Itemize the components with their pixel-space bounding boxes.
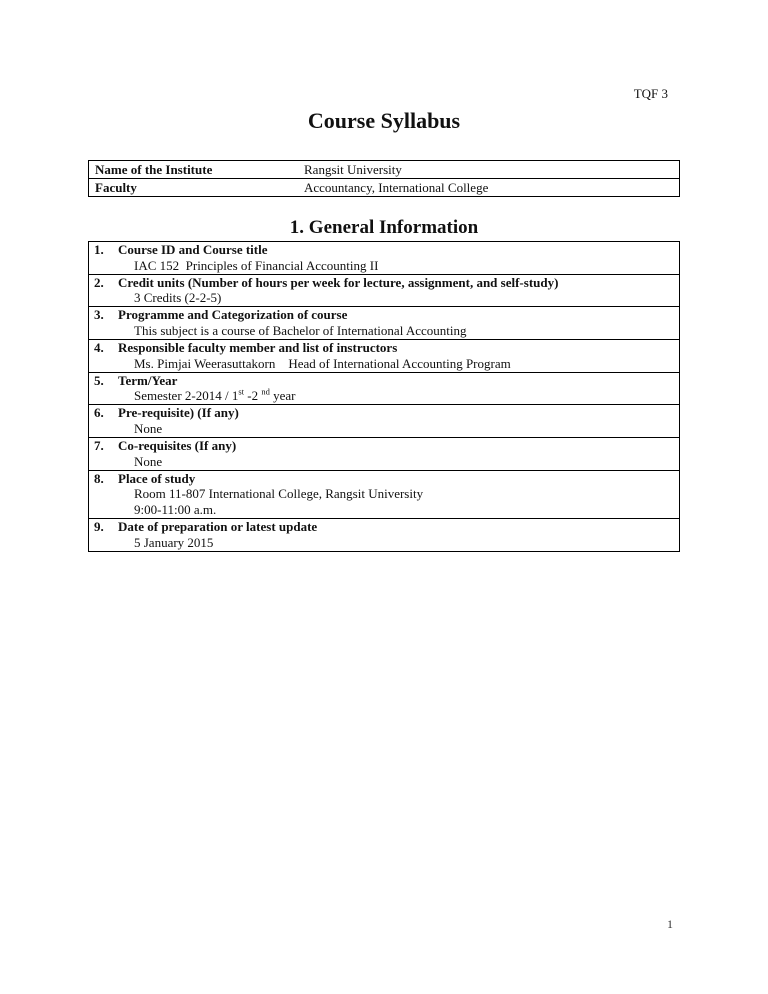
info-row-credit-units [89,275,679,308]
info-row-corequisites [89,438,679,471]
item-value: Room 11-807 International College, Rangsit University [134,486,424,502]
item-title: Course ID and Course title [118,242,268,257]
info-row-header [89,275,679,291]
info-row-prerequisite [89,405,679,438]
item-value: None [134,453,163,469]
info-row-header [89,471,679,487]
item-number: 5. [94,372,104,388]
item-title: Term/Year [118,372,178,388]
institute-value: Rangsit University [304,161,402,177]
item-number: 4. [94,340,104,356]
info-row-header [89,373,679,389]
document-title: Course Syllabus [307,108,461,133]
faculty-value: Accountancy, International College [304,179,489,195]
item-title: Credit units (Number of hours per week for lecture, assignment, and self-study) [118,274,559,290]
item-title: Programme and Categorization of course [118,307,348,323]
info-row-place-of-study [89,471,679,519]
item-value: 9:00-11:00 a.m. [134,502,217,517]
term-text: year [269,388,296,404]
info-row-date-of-preparation [89,519,679,551]
item-value: 3 Credits (2-2-5) [134,290,222,306]
item-number: 9. [94,519,104,535]
item-title: Date of preparation or latest update [118,519,318,535]
term-superscript: nd [261,387,270,398]
item-number: 3. [94,307,104,323]
institute-row [89,161,679,179]
item-number: 6. [94,405,104,421]
item-number: 1. [94,242,104,257]
info-row-header [89,405,679,421]
term-text: -2 [244,388,262,404]
item-number: 7. [94,438,104,454]
general-info-table [88,241,680,552]
item-value: Ms. Pimjai Weerasuttakorn Head of International Accounting Program [134,355,511,371]
item-value: 5 January 2015 [134,534,214,550]
section-heading: 1. General Information [289,217,479,238]
item-value [89,388,679,404]
info-row-header [89,340,679,356]
item-number: 2. [94,274,104,290]
item-title: Pre-requisite) (If any) [118,405,239,421]
item-value: IAC 152 Principles of Financial Accounting II [134,257,379,273]
item-title: Co-requisites (If any) [118,438,237,454]
page-number: 1 [667,917,673,931]
doc-type-label: TQF 3 [633,86,668,101]
item-value: None [134,421,163,437]
info-row-header [89,307,679,323]
item-title: Responsible faculty member and list of instructors [118,340,398,356]
item-number: 8. [94,470,104,486]
term-text: Semester 2-2014 / 1 [134,388,239,404]
item-value: This subject is a course of Bachelor of International Accounting [134,322,467,338]
info-row-header [89,242,679,258]
faculty-row [89,179,679,196]
institute-table [88,160,680,197]
faculty-label: Faculty [95,179,137,195]
term-superscript: st [238,387,245,398]
info-row-faculty-member [89,340,679,373]
info-row-programme [89,307,679,340]
info-row-course-id [89,242,679,275]
info-row-header [89,438,679,454]
info-row-header [89,519,679,535]
institute-label: Name of the Institute [95,161,213,177]
info-row-term-year [89,373,679,406]
item-title: Place of study [118,470,196,486]
